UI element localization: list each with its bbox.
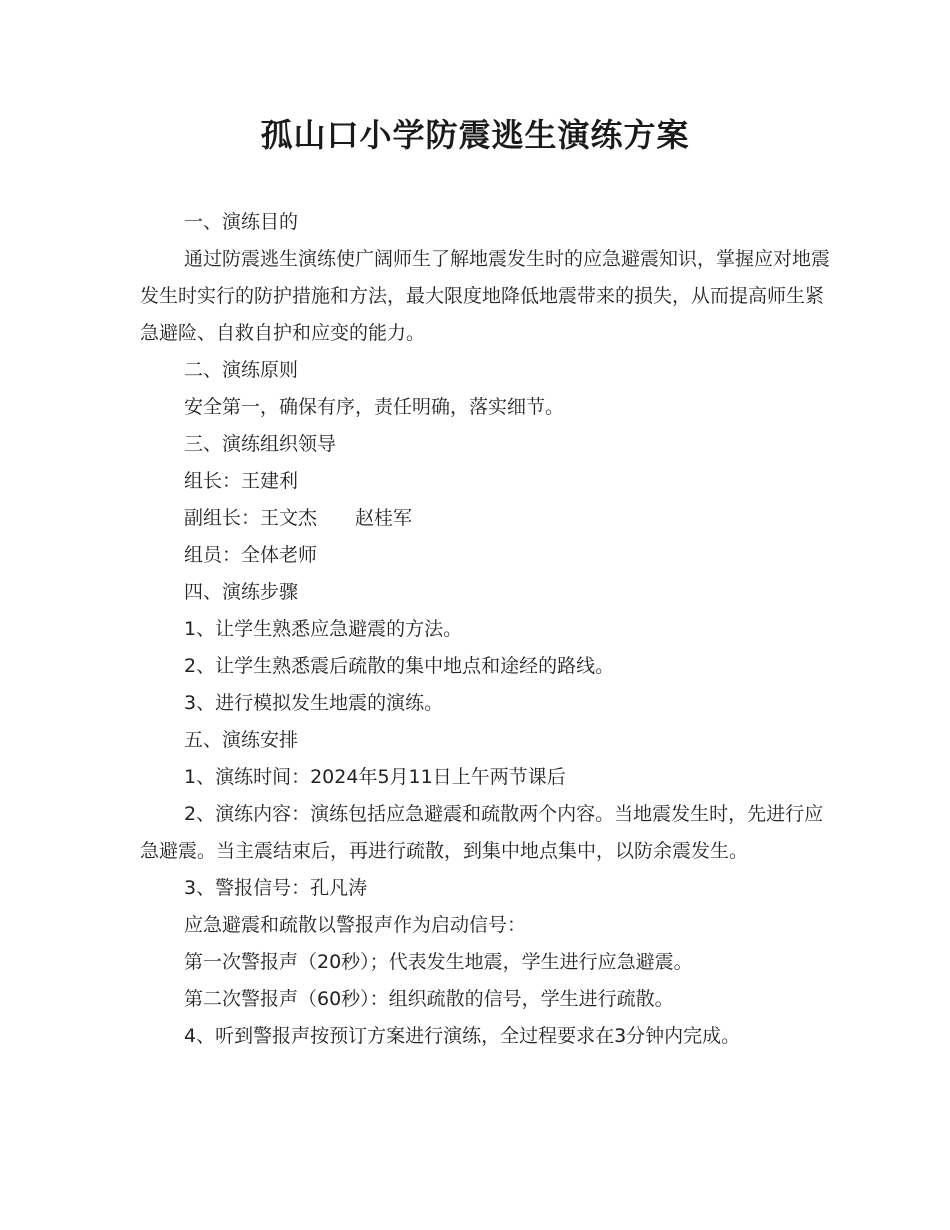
paragraph-principles: 安全第一，确保有序，责任明确，落实细节。 — [184, 396, 565, 418]
paragraph-deputy-leaders: 副组长：王文杰 赵桂军 — [184, 507, 413, 529]
section-heading-steps: 四、演练步骤 — [184, 581, 299, 603]
document-title: 孤山口小学防震逃生演练方案 — [260, 116, 690, 154]
arrangement-item: 1、演练时间：2024年5月11日上午两节课后 — [184, 766, 566, 788]
arrangement-item: 2、演练内容：演练包括应急避震和疏散两个内容。当地震发生时，先进行应急避震。当主震结束后，再进行疏散，到集中地点集中，以防余震发生。 — [140, 803, 824, 862]
step-item: 1、让学生熟悉应急避震的方法。 — [184, 618, 463, 640]
paragraph-signal-intro: 应急避震和疏散以警报声作为启动信号： — [184, 914, 527, 936]
paragraph-second-alarm: 第二次警报声（60秒）：组织疏散的信号，学生进行疏散。 — [184, 988, 674, 1010]
arrangement-item: 3、警报信号：孔凡涛 — [184, 877, 368, 899]
section-heading-leadership: 三、演练组织领导 — [184, 433, 337, 455]
step-item: 2、让学生熟悉震后疏散的集中地点和途经的路线。 — [184, 655, 615, 677]
section-heading-purpose: 一、演练目的 — [184, 211, 299, 233]
paragraph-members: 组员：全体老师 — [184, 544, 318, 566]
step-item: 3、进行模拟发生地震的演练。 — [184, 692, 444, 714]
paragraph-purpose: 通过防震逃生演练使广阔师生了解地震发生时的应急避震知识，掌握应对地震发生时实行的防护措施和方法，最大限度地降低地震带来的损失，从而提高师生紧急避险、自救自护和应变的能力。 — [140, 248, 831, 344]
paragraph-first-alarm: 第一次警报声（20秒）；代表发生地震，学生进行应急避震。 — [184, 951, 693, 973]
document-body — [140, 204, 830, 1055]
paragraph-leader: 组长：王建利 — [184, 470, 299, 492]
section-heading-arrangement: 五、演练安排 — [184, 729, 299, 751]
arrangement-item: 4、听到警报声按预订方案进行演练，全过程要求在3分钟内完成。 — [184, 1025, 741, 1047]
section-heading-principles: 二、演练原则 — [184, 359, 299, 381]
